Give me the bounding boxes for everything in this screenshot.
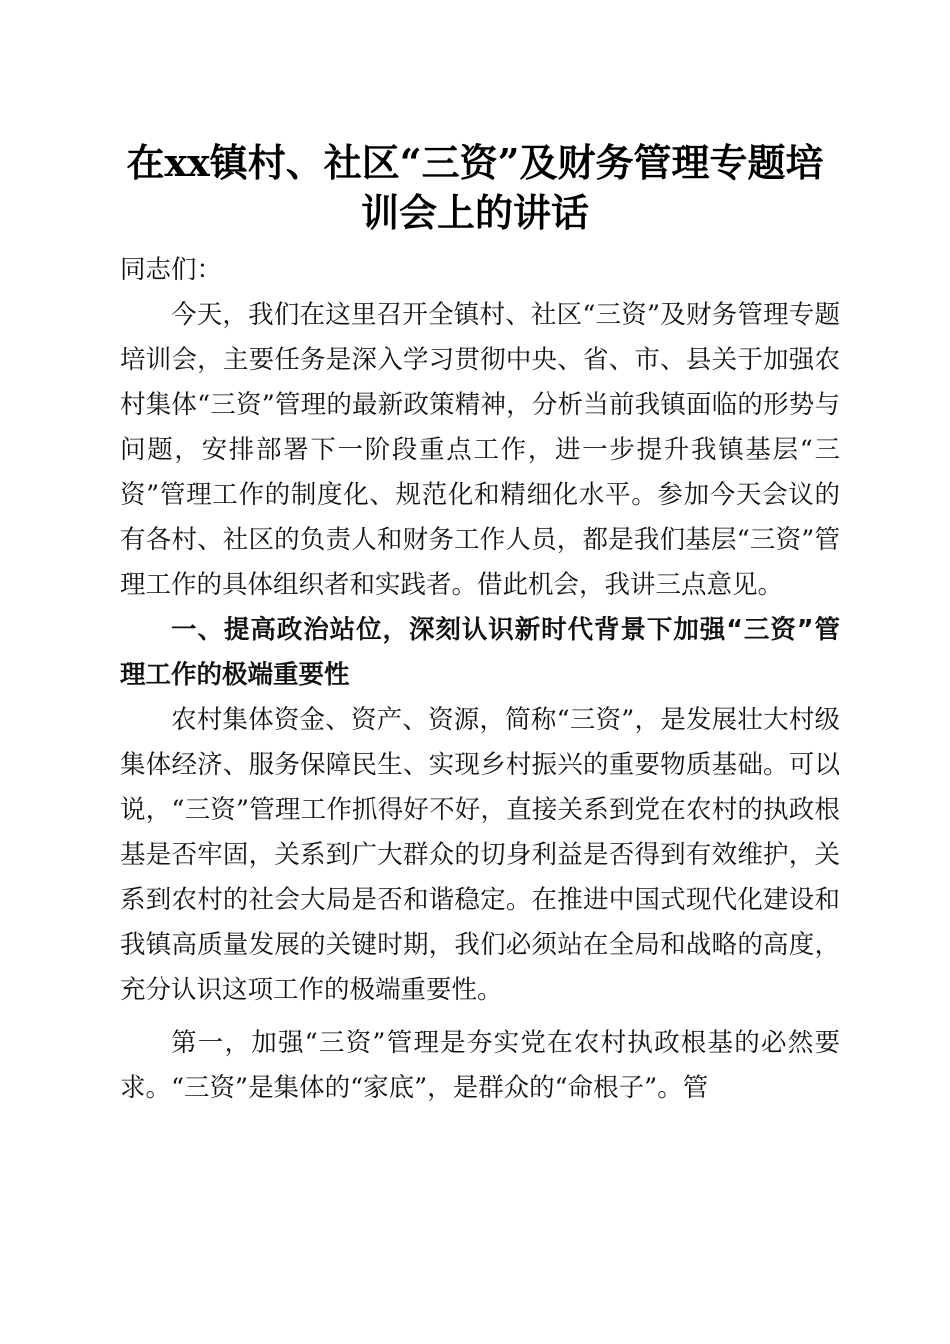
salutation: 同志们： (120, 255, 223, 285)
section-1-heading: 一、提高政治站位，深刻认识新时代背景下加强“三资”管理工作的极端重要性 (120, 615, 840, 690)
document-body (120, 248, 840, 1111)
intro-paragraph: 今天，我们在这里召开全镇村、社区“三资”及财务管理专题培训会，主要任务是深入学习贯彻中央、省、市、县关于加强农村集体“三资”管理的最新政策精神，分析当前我镇面临的形势与问题，安排部署下一阶段重点工作，进一步提升我镇基层“三资”管理工作的制度化、规范化和精细化水平。参加今天会议的有各村、社区的负责人和财务工作人员，都是我们基层“三资”管理工作的具体组织者和实践者。借此机会，我讲三点意见。 (120, 300, 840, 600)
point-1-paragraph: 第一，加强“三资”管理是夯实党在农村执政根基的必然要求。“三资”是集体的“家底”，是群众的“命根子”。管 (120, 1028, 840, 1103)
title-line-2: 训会上的讲话 (360, 190, 589, 235)
paragraph-spacer (120, 1013, 840, 1021)
document-title (100, 138, 850, 238)
section-1-paragraph: 农村集体资金、资产、资源，简称“三资”，是发展壮大村级集体经济、服务保障民生、实现乡村振兴的重要物质基础。可以说，“三资”管理工作抓得好不好，直接关系到党在农村的执政根基是否牢固，关系到广大群众的切身利益是否得到有效维护，关系到农村的社会大局是否和谐稳定。在推进中国式现代化建设和我镇高质量发展的关键时期，我们必须站在全局和战略的高度，充分认识这项工作的极端重要性。 (120, 705, 840, 1005)
title-line-1: 在xx镇村、社区“三资”及财务管理专题培 (126, 140, 824, 185)
